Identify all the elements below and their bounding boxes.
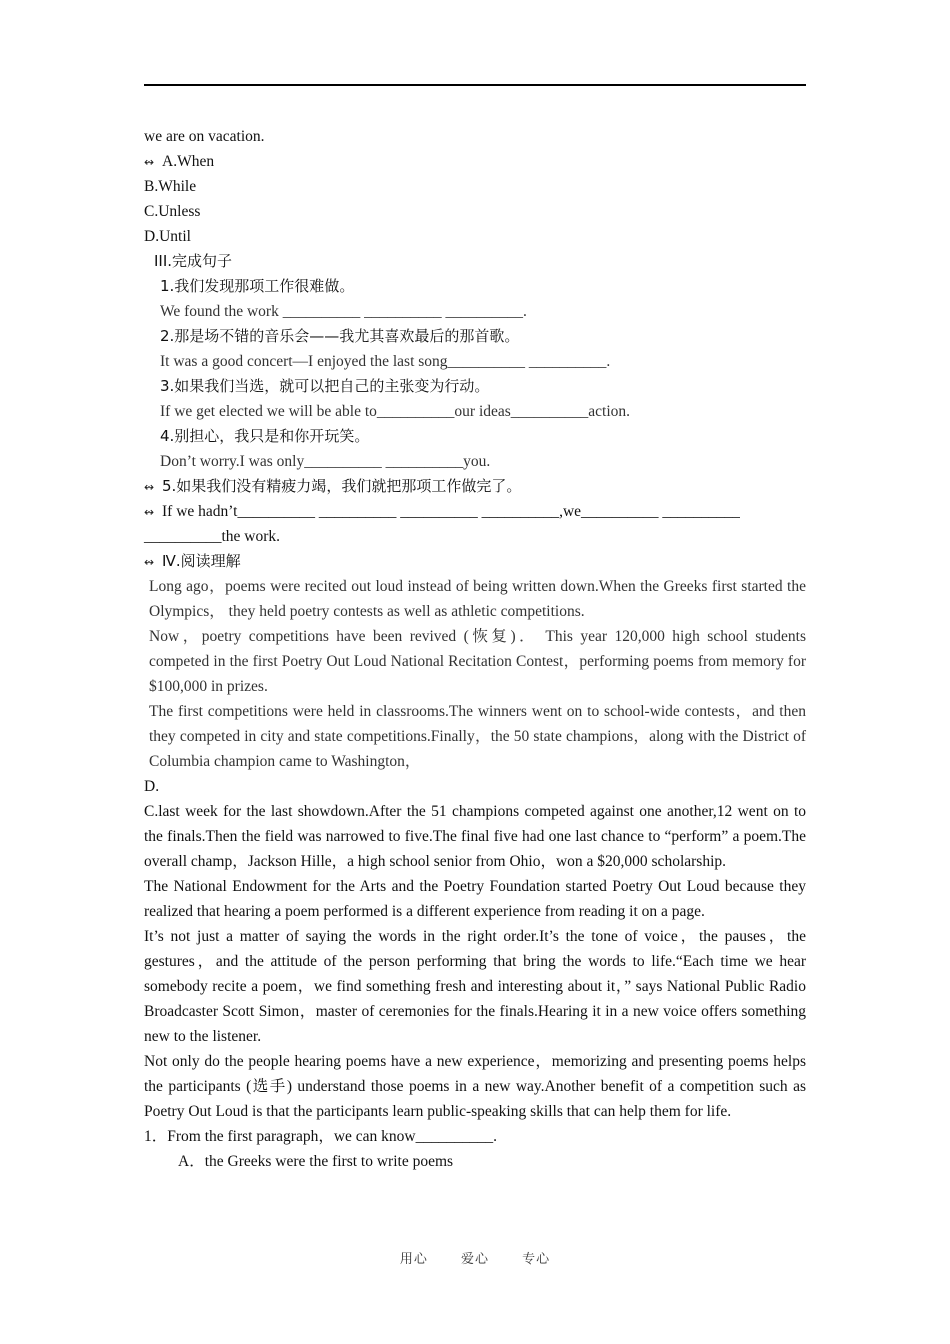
- reading-scan-paragraph-3: The first competitions were held in classrooms.The winners went on to school-wide contests，and then they competed in city and state competitions.Finally，the 50 state champions，along with the District of Columbia champion came to Washington，: [149, 703, 806, 770]
- sentence-5-cn: ↭ 5.如果我们没有精疲力竭，我们就把那项工作做完了。: [144, 474, 806, 499]
- header-rule: [144, 84, 806, 86]
- footer-text-2: 爱心: [460, 1252, 489, 1267]
- paragraph-mark-icon: ↭: [144, 555, 155, 569]
- footer-text-1: 用心: [399, 1252, 428, 1267]
- reading-scan-paragraph-1: Long ago，poems were recited out loud instead of being written down.When the Greeks first started the Olympics， they held poetry contests as well as athletic competitions.: [149, 578, 806, 620]
- reading-paragraph-2: The National Endowment for the Arts and the Poetry Foundation started Poetry Out Loud because they realized that hearing a poem performed is a different experience from reading it on a page.: [144, 878, 806, 920]
- section4-heading: ↭ Ⅳ.阅读理解: [144, 549, 806, 574]
- footer-text-3: 专心: [522, 1252, 551, 1267]
- sentence-1-en: We found the work __________ __________ __________.: [160, 303, 527, 320]
- sentence-2-cn: 2.那是场不错的音乐会——我尤其喜欢最后的那首歌。: [160, 327, 520, 345]
- document-body: [144, 124, 806, 1174]
- paragraph-mark-icon: ↭: [144, 480, 155, 494]
- section3-heading: III.完成句子: [154, 252, 233, 270]
- option-d: D.Until: [144, 228, 191, 245]
- sentence-5-en-line2: __________the work.: [144, 528, 281, 545]
- question-1: 1．From the first paragraph，we can know__________.: [144, 1128, 497, 1145]
- option-d-label: D.: [144, 778, 160, 795]
- paragraph-mark-icon: ↭: [144, 155, 155, 169]
- reading-paragraph-1: C.last week for the last showdown.After the 51 champions competed against one another,12 went on to the finals.Then the field was narrowed to five.The final five had one last chance to “perform” a poem.The overall champ，Jackson Hille，a high school senior from Ohio，won a $20,000 scholarship.: [144, 803, 806, 870]
- option-b: B.While: [144, 178, 197, 195]
- option-c: C.Unless: [144, 203, 201, 220]
- reading-scan-paragraph-2: Now，poetry competitions have been revived (恢复)． This year 120,000 high school students competed in the first Poetry Out Loud National Recitation Contest，performing poems from memory for $100,000 in prizes.: [149, 628, 806, 695]
- sentence-4-cn: 4.别担心，我只是和你开玩笑。: [160, 427, 370, 445]
- reading-paragraph-3: It’s not just a matter of saying the words in the right order.It’s the tone of voice，the pauses，the gestures，and the attitude of the person performing that bring the words to life.“Each time we hear somebody recite a poem，we find something fresh and interesting about it，” says National Public Radio Broadcaster Scott Simon，master of ceremonies for the finals.Hearing it in a new voice offers something new to the listener.: [144, 928, 806, 1045]
- paragraph-mark-icon: ↭: [144, 505, 155, 519]
- question-1-option-a: A．the Greeks were the first to write poems: [178, 1153, 454, 1170]
- sentence-3-en: If we get elected we will be able to__________our ideas__________action.: [160, 403, 631, 420]
- sentence-5-en-line1: ↭ If we hadn’t__________ __________ __________ __________,we__________ __________: [144, 499, 806, 524]
- sentence-3-cn: 3.如果我们当选，就可以把自己的主张变为行动。: [160, 377, 490, 395]
- sentence-2-en: It was a good concert—I enjoyed the last song__________ __________.: [160, 353, 611, 370]
- page-footer: [0, 1248, 950, 1267]
- sentence-1-cn: 1.我们发现那项工作很难做。: [160, 277, 355, 295]
- option-a: ↭ A.When: [144, 149, 806, 174]
- sentence-4-en: Don’t worry.I was only__________ __________you.: [160, 453, 491, 470]
- reading-paragraph-4: Not only do the people hearing poems have a new experience，memorizing and presenting poems helps the participants (选手) understand those poems in a new way.Another benefit of a competition such as Poetry Out Loud is that the participants learn public-speaking skills that can help them for life.: [144, 1053, 806, 1120]
- question-stem-end: we are on vacation.: [144, 128, 265, 145]
